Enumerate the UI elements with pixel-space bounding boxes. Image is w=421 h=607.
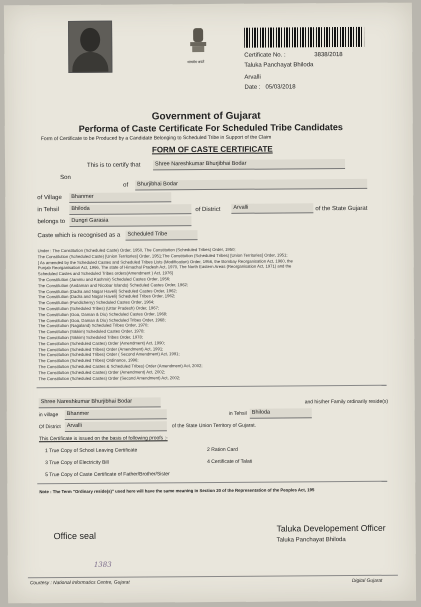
order-line: The Constitution (Scheduled Tribes) (Uttar Pradesh) Order, 1967; [38, 305, 160, 312]
order-line: The Constitution (Scheduled Tribes) Order ( Second Amendment) Act, 1991; [38, 351, 180, 358]
order-line: The Constitution (Scheduled Tribes) Ordinance, 1996; [38, 357, 139, 364]
certify-label: This is to certify that [87, 162, 141, 169]
barcode [244, 27, 364, 48]
residence-village-field: Bhanmer [65, 409, 167, 420]
handwritten-number: 1383 [93, 560, 112, 569]
belongs-label: belongs to [37, 219, 66, 226]
order-line: Under : The Constitution (Scheduled Caste) Order, 1950, The Constitution (Scheduled Tribes) Order, 1950; [37, 246, 236, 254]
officer-title: Taluka Developement Officer [276, 522, 386, 534]
courtesy-text: Courtesy : National Informatics Centre, Gujarat [29, 580, 130, 587]
divider [37, 385, 387, 388]
order-line: [ As amended by the Scheduled Castes and Scheduled Tribes Lists (Modification) Order, 1956, the Bombay Reorganisation Act, 1960, the [37, 258, 293, 265]
recognised-field: Scheduled Tribe [125, 230, 197, 241]
order-line: The Constitution (Nagaland) Scheduled Tribes Order, 1970; [38, 322, 149, 329]
father-name-field: Bhurjibhai Bodar [135, 179, 367, 191]
order-line: The Constitution (Sikkim) Scheduled Tribes Order, 1978; [38, 334, 144, 341]
district-label: of District [195, 206, 221, 214]
recognised-label: Caste which is recognised as a [37, 232, 121, 240]
district-field: Arvalli [231, 203, 313, 214]
order-line: The Constitution (Scheduled Caste) [Union Territories] Order, 1951;The Constitution (Scheduled Tribes) [Union Territories] Order, 1951; [37, 252, 288, 259]
divider [28, 575, 398, 578]
performa-heading: Performa of Caste Certificate For Scheduled Tribe Candidates [78, 122, 343, 134]
applicant-photo [68, 21, 112, 73]
residence-district-label: Of District [38, 424, 61, 431]
tehsil-label: in Tehsil [37, 207, 59, 214]
residence-district-field: Arvalli [65, 421, 167, 432]
certificate-no: 3838/2018 [314, 52, 343, 59]
order-line: Scheduled Castes and Scheduled Tribes orders(Amendment ) Act, 1976] [37, 270, 173, 277]
proof-item: 5 True Copy of Caste Certificate of Father/Brother/Sister [45, 471, 170, 479]
emblem-motto: सत्यमेव जयते [187, 60, 205, 65]
order-line: The Constitution (Pondicherry) Scheduled Castes Order, 1964; [37, 299, 155, 306]
form-heading: FORM OF CASTE CERTIFICATE [151, 144, 273, 155]
officer-place: Taluka Panchayat Bhiloda [276, 537, 346, 544]
order-line: The Constitution (Scheduled Castes) Order (Amendment) Act, 1990; [38, 340, 165, 346]
proof-item: 2 Ration Card [207, 446, 238, 454]
constitution-orders-list [38, 246, 389, 382]
digital-gujarat-text: Digital Gujarat [351, 578, 383, 585]
caste-field: Dungri Garasia [69, 216, 191, 227]
order-line: The Constitution (Scheduled Castes) Order (Amendment) Act, 2002; [38, 369, 166, 375]
applicant-name-field: Shree Nareshkumar Bhurjibhai Bodar [153, 159, 345, 170]
header-taluka: Taluka Panchayat Bhiloda [244, 62, 314, 69]
order-line: The Constitution (Dadra and Nagar Haveli) Scheduled Castes Order, 1962; [37, 287, 177, 294]
order-line: The Constitution (Scheduled Castes & Scheduled Tribes) Order (Amendment) Act, 2002; [38, 362, 203, 370]
government-heading: Government of Gujarat [151, 110, 261, 123]
tehsil-field: Bhiloda [69, 204, 191, 215]
order-line: Punjab Reorganisation Act, 1966, The state of Himachal Pradesh Act, 1970, The North Eastern Areas (Reorganisation Act, 1971) and the [37, 263, 292, 271]
divider [37, 481, 387, 484]
order-line: The Constitution (Dadra and Nagar Haveli) Scheduled Tribes Order, 1962; [37, 293, 176, 300]
of-label: of [123, 182, 129, 189]
date-label: Date : [244, 84, 261, 91]
proof-item: 1 True Copy of School Leaving Certificate [45, 447, 138, 455]
certificate-no-label: Certificate No. : [244, 52, 286, 59]
order-line: The Constitution (Scheduled Tribes) Order (Amendment) Act, 1991; [38, 345, 164, 352]
order-line: The Constitution (Sikkim) Scheduled Castes Order, 1978; [38, 328, 145, 335]
residence-tehsil-field: Bhiloda [250, 408, 312, 418]
proof-item: 3 True Copy of Electricity Bill [45, 459, 109, 467]
residence-name-field: Shree Nareshkumar Bhurjibhai Bodar [39, 397, 161, 408]
certificate-page [4, 3, 416, 604]
form-subtitle: Form of Certificate to be Produced by a Candidate Belonging to Scheduled Tribe in Support of the Claim [40, 134, 272, 143]
certificate-date: 05/03/2018 [265, 84, 296, 91]
order-line: The Constitution (Goa, Daman & Diu) Scheduled Castes Order, 1968; [38, 311, 168, 317]
family-text: and his/her Family ordinarily reside(s) [304, 398, 389, 406]
proofs-heading: This Certificate is issued on the basis of following proofs :- [38, 435, 168, 443]
order-line: The Constitution (Goa, Daman & Diu) Scheduled Tribes Order, 1968; [38, 316, 166, 323]
residence-state-text: of the State Union Territory of Gujarat. [171, 422, 257, 430]
office-seal: Office seal [53, 530, 97, 542]
header-district: Arvalli [244, 74, 261, 81]
state-emblem-icon [186, 26, 210, 60]
note-text: Note : The Term "Ordinary reside(s)" used here will have the same meaning in Section 20 of the Representation of the Peoples Act, 195 [39, 487, 315, 495]
residence-tehsil-label: in Tehsil [228, 410, 247, 417]
state-label: of the State Gujarat [315, 205, 368, 213]
village-label: of Village [37, 195, 62, 202]
residence-village-label: in village [38, 412, 59, 419]
village-field: Bhanmer [69, 192, 171, 203]
order-line: The Constitution (Scheduled Castes) Order (Second Amendment) Act, 2002; [38, 374, 181, 381]
proof-item: 4 Certificate of Talati [207, 458, 253, 466]
order-line: The Constitution (Jammu and Kashmir) Scheduled Castes Order, 1956; [37, 276, 171, 283]
son-label: Son [60, 174, 71, 182]
order-line: The Constitution (Andaman and Nicobar Islands) Scheduled Castes Order, 1962; [37, 281, 189, 288]
